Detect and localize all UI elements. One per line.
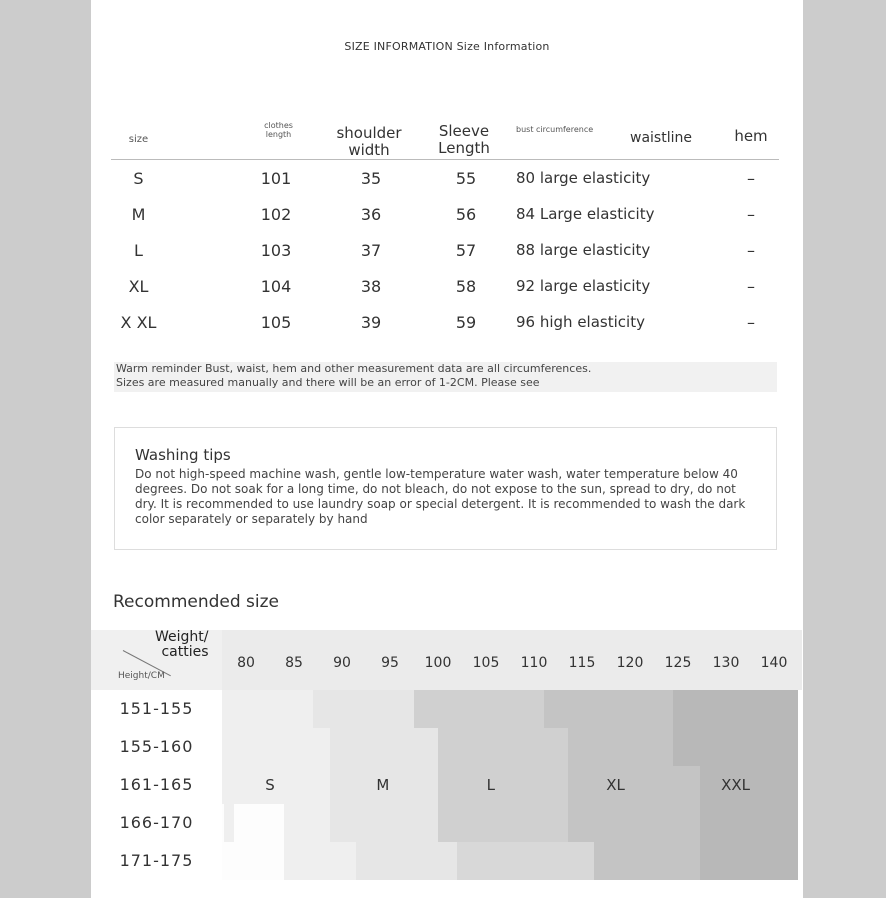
size-zone-l [414,690,544,728]
cell-shoulder-width: 37 [360,241,382,260]
cell-sleeve-length: 57 [455,241,477,260]
cell-clothes-length: 105 [260,313,292,332]
cell-sleeve-length: 55 [455,169,477,188]
corner-weight-label: Weight/ catties [155,629,209,660]
size-zone-l [457,842,594,880]
measurement-note [114,362,777,392]
header-waistline: waistline [630,130,692,146]
height-label: 151-155 [119,699,194,718]
weight-label: 140 [760,655,788,671]
weight-label: 120 [616,655,644,671]
height-label: 166-170 [119,813,194,832]
washing-tips-box [114,427,777,550]
size-zone-label: XXL [721,776,751,794]
weight-label: 80 [237,655,255,671]
page-title: SIZE INFORMATION Size Information [344,40,550,53]
cell-size: L [134,241,143,260]
height-label: 155-160 [119,737,194,756]
cell-shoulder-width: 36 [360,205,382,224]
cell-sleeve-length: 59 [455,313,477,332]
cell-clothes-length: 104 [260,277,292,296]
header-size: size [128,134,149,145]
grid-corner [91,630,222,690]
cell-shoulder-width: 39 [360,313,382,332]
washing-tips-title: Washing tips [135,446,231,464]
weight-label: 100 [424,655,452,671]
cell-hem: – [747,205,755,224]
cell-hem: – [747,277,755,296]
header-shoulder-width: shoulder width [336,124,402,159]
recommended-size-title: Recommended size [113,592,280,612]
cell-bust: 96 high elasticity [516,313,645,331]
cell-bust: 80 large elasticity [516,169,651,187]
size-zone-xl [568,766,700,842]
header-bust: bust circumference [516,125,594,134]
size-zone-xl [544,690,674,728]
height-label: 161-165 [119,775,194,794]
size-table-header [111,118,779,160]
cell-size: M [131,205,146,224]
size-zone-xl [594,842,700,880]
size-table-row [111,232,779,268]
cell-bust: 92 large elasticity [516,277,651,295]
note-line-2: Sizes are measured manually and there will be an error of 1-2CM. Please see [116,376,540,389]
cell-hem: – [747,313,755,332]
size-table-row [111,196,779,232]
weight-label: 105 [472,655,500,671]
weight-label: 110 [520,655,548,671]
cell-size: XL [128,277,149,296]
left-margin-panel [0,0,91,898]
size-table-body [111,160,779,340]
size-zone-divider [224,728,234,842]
header-clothes-length: clothes length [264,121,293,139]
size-table-row [111,304,779,340]
weight-label: 90 [333,655,351,671]
weight-label: 95 [381,655,399,671]
height-label: 171-175 [119,851,194,870]
size-zone-label: L [486,776,495,794]
size-table-row [111,268,779,304]
corner-height-label: Height/CM [118,671,165,681]
size-zone-xl [568,728,674,766]
cell-shoulder-width: 38 [360,277,382,296]
cell-bust: 88 large elasticity [516,241,651,259]
cell-clothes-length: 101 [260,169,292,188]
size-zone-m [313,690,414,728]
recommended-size-grid [91,630,803,882]
size-info-page [91,0,803,898]
header-hem: hem [734,127,768,145]
cell-sleeve-length: 56 [455,205,477,224]
weight-label: 125 [664,655,692,671]
cell-clothes-length: 103 [260,241,292,260]
size-zone-label: XL [606,776,625,794]
cell-hem: – [747,169,755,188]
cell-size: S [133,169,144,188]
note-line-1: Warm reminder Bust, waist, hem and other measurement data are all circumferences. [116,362,592,375]
weight-label: 85 [285,655,303,671]
size-table [111,118,779,340]
size-zone-xxl [673,690,798,766]
cell-shoulder-width: 35 [360,169,382,188]
weight-label: 130 [712,655,740,671]
cell-bust: 84 Large elasticity [516,205,655,223]
size-zone-m [356,842,457,880]
header-sleeve-length: Sleeve Length [438,122,490,157]
right-margin-panel [803,0,886,898]
size-zone-label: S [265,776,275,794]
weight-label: 115 [568,655,596,671]
cell-hem: – [747,241,755,260]
cell-sleeve-length: 58 [455,277,477,296]
washing-tips-body: Do not high-speed machine wash, gentle low-temperature water wash, water temperature below 40 degrees. Do not soak for a long time, do not bleach, do not expose to the sun, spread to dry, do not dry. It is recommended to use laundry soap or special detergent. It is recommended to wash the dark color separately or separately by hand [135,467,746,526]
cell-size: X XL [120,313,157,332]
size-table-row [111,160,779,196]
size-zone-label: M [376,776,390,794]
size-zone-l [438,728,568,842]
cell-clothes-length: 102 [260,205,292,224]
